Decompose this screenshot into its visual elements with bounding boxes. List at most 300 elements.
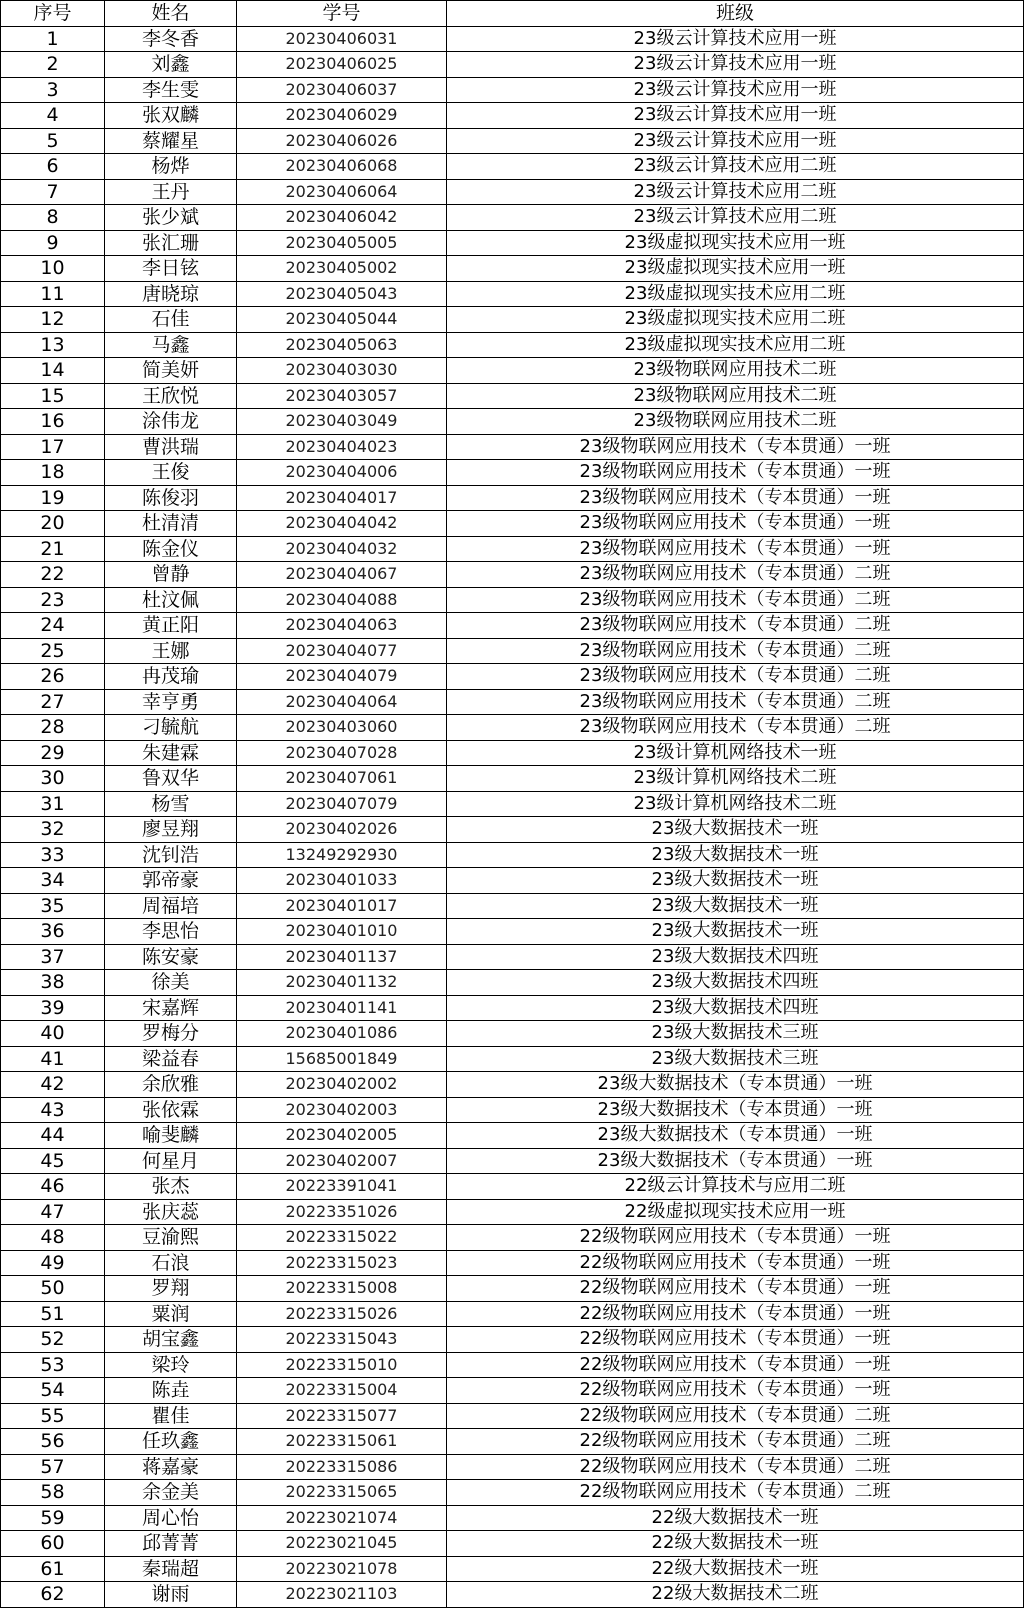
cell-class: 23级虚拟现实技术应用二班 xyxy=(447,332,1024,358)
cell-seq: 36 xyxy=(1,919,105,945)
cell-student-id: 20230404063 xyxy=(237,613,447,639)
cell-class: 23级大数据技术四班 xyxy=(447,944,1024,970)
cell-student-id: 20223315086 xyxy=(237,1454,447,1480)
table-row xyxy=(1,1301,1024,1327)
cell-class: 23级物联网应用技术（专本贯通）一班 xyxy=(447,536,1024,562)
cell-seq: 2 xyxy=(1,52,105,78)
cell-seq: 28 xyxy=(1,715,105,741)
cell-seq: 38 xyxy=(1,970,105,996)
cell-seq: 22 xyxy=(1,562,105,588)
cell-student-id: 20230406026 xyxy=(237,128,447,154)
table-row xyxy=(1,1327,1024,1353)
cell-seq: 27 xyxy=(1,689,105,715)
table-row xyxy=(1,1072,1024,1098)
cell-seq: 44 xyxy=(1,1123,105,1149)
table-row xyxy=(1,1174,1024,1200)
cell-class: 22级物联网应用技术（专本贯通）一班 xyxy=(447,1301,1024,1327)
cell-name: 李冬香 xyxy=(105,26,237,52)
table-row xyxy=(1,664,1024,690)
cell-class: 23级大数据技术一班 xyxy=(447,893,1024,919)
cell-name: 余金美 xyxy=(105,1480,237,1506)
cell-seq: 26 xyxy=(1,664,105,690)
cell-student-id: 20230401017 xyxy=(237,893,447,919)
cell-name: 石浪 xyxy=(105,1250,237,1276)
cell-seq: 39 xyxy=(1,995,105,1021)
table-row xyxy=(1,281,1024,307)
cell-class: 23级物联网应用技术（专本贯通）二班 xyxy=(447,689,1024,715)
cell-student-id: 20230401137 xyxy=(237,944,447,970)
table-row xyxy=(1,919,1024,945)
cell-name: 陈安豪 xyxy=(105,944,237,970)
cell-student-id: 20223315061 xyxy=(237,1429,447,1455)
cell-name: 张杰 xyxy=(105,1174,237,1200)
table-row xyxy=(1,613,1024,639)
cell-seq: 5 xyxy=(1,128,105,154)
cell-student-id: 20230407028 xyxy=(237,740,447,766)
cell-student-id: 20230401086 xyxy=(237,1021,447,1047)
cell-student-id: 20230402026 xyxy=(237,817,447,843)
cell-student-id: 20230404077 xyxy=(237,638,447,664)
cell-name: 宋嘉辉 xyxy=(105,995,237,1021)
cell-student-id: 20230406042 xyxy=(237,205,447,231)
cell-student-id: 20223315022 xyxy=(237,1225,447,1251)
cell-seq: 16 xyxy=(1,409,105,435)
cell-seq: 35 xyxy=(1,893,105,919)
cell-name: 涂伟龙 xyxy=(105,409,237,435)
cell-class: 23级计算机网络技术一班 xyxy=(447,740,1024,766)
cell-name: 邱菁菁 xyxy=(105,1531,237,1557)
cell-student-id: 13249292930 xyxy=(237,842,447,868)
cell-seq: 46 xyxy=(1,1174,105,1200)
cell-student-id: 20223315010 xyxy=(237,1352,447,1378)
cell-student-id: 20230406031 xyxy=(237,26,447,52)
cell-class: 23级大数据技术一班 xyxy=(447,919,1024,945)
cell-student-id: 20230405043 xyxy=(237,281,447,307)
cell-name: 罗梅分 xyxy=(105,1021,237,1047)
cell-name: 沈钊浩 xyxy=(105,842,237,868)
table-row xyxy=(1,562,1024,588)
cell-name: 黄正阳 xyxy=(105,613,237,639)
table-row xyxy=(1,1429,1024,1455)
cell-class: 23级大数据技术三班 xyxy=(447,1046,1024,1072)
cell-student-id: 20230407079 xyxy=(237,791,447,817)
cell-seq: 58 xyxy=(1,1480,105,1506)
cell-student-id: 20230401141 xyxy=(237,995,447,1021)
cell-seq: 25 xyxy=(1,638,105,664)
cell-seq: 51 xyxy=(1,1301,105,1327)
cell-name: 张汇珊 xyxy=(105,230,237,256)
table-row xyxy=(1,409,1024,435)
cell-seq: 41 xyxy=(1,1046,105,1072)
table-row xyxy=(1,460,1024,486)
cell-name: 罗翔 xyxy=(105,1276,237,1302)
cell-name: 豆渝熙 xyxy=(105,1225,237,1251)
cell-class: 23级物联网应用技术（专本贯通）二班 xyxy=(447,715,1024,741)
cell-class: 22级大数据技术一班 xyxy=(447,1531,1024,1557)
cell-seq: 60 xyxy=(1,1531,105,1557)
cell-name: 曾静 xyxy=(105,562,237,588)
cell-student-id: 20223315043 xyxy=(237,1327,447,1353)
cell-seq: 33 xyxy=(1,842,105,868)
cell-class: 23级物联网应用技术（专本贯通）一班 xyxy=(447,434,1024,460)
cell-seq: 21 xyxy=(1,536,105,562)
cell-student-id: 20223391041 xyxy=(237,1174,447,1200)
cell-student-id: 20230402005 xyxy=(237,1123,447,1149)
cell-student-id: 20230406025 xyxy=(237,52,447,78)
table-row xyxy=(1,1454,1024,1480)
table-row xyxy=(1,817,1024,843)
cell-seq: 43 xyxy=(1,1097,105,1123)
cell-name: 李生雯 xyxy=(105,77,237,103)
cell-seq: 31 xyxy=(1,791,105,817)
cell-class: 22级大数据技术一班 xyxy=(447,1505,1024,1531)
cell-seq: 34 xyxy=(1,868,105,894)
header-student-id: 学号 xyxy=(237,1,447,27)
cell-seq: 3 xyxy=(1,77,105,103)
cell-student-id: 20230404079 xyxy=(237,664,447,690)
cell-student-id: 20230403049 xyxy=(237,409,447,435)
table-row xyxy=(1,179,1024,205)
table-row xyxy=(1,1556,1024,1582)
cell-name: 刘鑫 xyxy=(105,52,237,78)
table-row xyxy=(1,383,1024,409)
cell-seq: 20 xyxy=(1,511,105,537)
cell-seq: 9 xyxy=(1,230,105,256)
cell-seq: 15 xyxy=(1,383,105,409)
table-row xyxy=(1,1097,1024,1123)
cell-seq: 49 xyxy=(1,1250,105,1276)
cell-student-id: 20223021074 xyxy=(237,1505,447,1531)
cell-student-id: 20230404017 xyxy=(237,485,447,511)
cell-class: 23级大数据技术一班 xyxy=(447,868,1024,894)
table-row xyxy=(1,1021,1024,1047)
cell-seq: 56 xyxy=(1,1429,105,1455)
cell-student-id: 20230403057 xyxy=(237,383,447,409)
cell-class: 22级大数据技术一班 xyxy=(447,1556,1024,1582)
cell-class: 23级虚拟现实技术应用二班 xyxy=(447,281,1024,307)
cell-student-id: 20223021103 xyxy=(237,1582,447,1608)
cell-name: 廖昱翔 xyxy=(105,817,237,843)
cell-seq: 8 xyxy=(1,205,105,231)
table-row xyxy=(1,715,1024,741)
table-row xyxy=(1,230,1024,256)
table-row xyxy=(1,77,1024,103)
cell-seq: 14 xyxy=(1,358,105,384)
cell-class: 23级大数据技术一班 xyxy=(447,817,1024,843)
cell-class: 23级物联网应用技术（专本贯通）一班 xyxy=(447,460,1024,486)
cell-name: 幸亨勇 xyxy=(105,689,237,715)
cell-class: 23级物联网应用技术二班 xyxy=(447,409,1024,435)
cell-name: 马鑫 xyxy=(105,332,237,358)
table-row xyxy=(1,842,1024,868)
cell-class: 23级虚拟现实技术应用一班 xyxy=(447,230,1024,256)
table-row xyxy=(1,128,1024,154)
cell-name: 鲁双华 xyxy=(105,766,237,792)
table-row xyxy=(1,868,1024,894)
table-row xyxy=(1,1199,1024,1225)
cell-name: 石佳 xyxy=(105,307,237,333)
cell-name: 杨烨 xyxy=(105,154,237,180)
cell-name: 简美妍 xyxy=(105,358,237,384)
cell-student-id: 20223315077 xyxy=(237,1403,447,1429)
cell-class: 23级物联网应用技术二班 xyxy=(447,358,1024,384)
cell-seq: 23 xyxy=(1,587,105,613)
cell-class: 23级物联网应用技术（专本贯通）二班 xyxy=(447,613,1024,639)
cell-name: 郭帝豪 xyxy=(105,868,237,894)
cell-name: 何星月 xyxy=(105,1148,237,1174)
table-row xyxy=(1,689,1024,715)
cell-class: 23级云计算技术应用一班 xyxy=(447,52,1024,78)
table-row xyxy=(1,358,1024,384)
cell-student-id: 20230402002 xyxy=(237,1072,447,1098)
cell-student-id: 20230404088 xyxy=(237,587,447,613)
cell-name: 徐美 xyxy=(105,970,237,996)
cell-seq: 50 xyxy=(1,1276,105,1302)
table-row xyxy=(1,740,1024,766)
table-row xyxy=(1,893,1024,919)
cell-seq: 57 xyxy=(1,1454,105,1480)
cell-class: 23级云计算技术应用二班 xyxy=(447,154,1024,180)
cell-class: 22级物联网应用技术（专本贯通）二班 xyxy=(447,1480,1024,1506)
table-row xyxy=(1,1225,1024,1251)
cell-class: 23级大数据技术一班 xyxy=(447,842,1024,868)
cell-student-id: 20230401033 xyxy=(237,868,447,894)
cell-student-id: 20223315026 xyxy=(237,1301,447,1327)
table-row xyxy=(1,26,1024,52)
cell-class: 23级物联网应用技术（专本贯通）二班 xyxy=(447,664,1024,690)
cell-student-id: 20230405044 xyxy=(237,307,447,333)
cell-class: 23级物联网应用技术二班 xyxy=(447,383,1024,409)
cell-name: 刁毓航 xyxy=(105,715,237,741)
table-row xyxy=(1,1403,1024,1429)
cell-name: 李日铉 xyxy=(105,256,237,282)
cell-name: 曹洪瑞 xyxy=(105,434,237,460)
table-row xyxy=(1,1250,1024,1276)
cell-student-id: 20230404064 xyxy=(237,689,447,715)
cell-student-id: 20230402007 xyxy=(237,1148,447,1174)
cell-name: 王丹 xyxy=(105,179,237,205)
cell-class: 23级物联网应用技术（专本贯通）一班 xyxy=(447,511,1024,537)
cell-student-id: 20223351026 xyxy=(237,1199,447,1225)
cell-name: 朱建霖 xyxy=(105,740,237,766)
cell-seq: 24 xyxy=(1,613,105,639)
cell-class: 23级计算机网络技术二班 xyxy=(447,766,1024,792)
cell-class: 23级大数据技术四班 xyxy=(447,995,1024,1021)
cell-name: 王欣悦 xyxy=(105,383,237,409)
cell-class: 23级大数据技术（专本贯通）一班 xyxy=(447,1148,1024,1174)
cell-class: 22级物联网应用技术（专本贯通）一班 xyxy=(447,1276,1024,1302)
cell-class: 23级物联网应用技术（专本贯通）二班 xyxy=(447,638,1024,664)
cell-class: 23级大数据技术（专本贯通）一班 xyxy=(447,1123,1024,1149)
cell-seq: 17 xyxy=(1,434,105,460)
table-header xyxy=(1,1,1024,27)
cell-seq: 18 xyxy=(1,460,105,486)
table-row xyxy=(1,1352,1024,1378)
header-seq: 序号 xyxy=(1,1,105,27)
cell-seq: 30 xyxy=(1,766,105,792)
cell-class: 23级云计算技术应用一班 xyxy=(447,103,1024,129)
table-row xyxy=(1,307,1024,333)
cell-seq: 40 xyxy=(1,1021,105,1047)
cell-class: 22级物联网应用技术（专本贯通）一班 xyxy=(447,1225,1024,1251)
cell-seq: 4 xyxy=(1,103,105,129)
table-row xyxy=(1,587,1024,613)
cell-seq: 61 xyxy=(1,1556,105,1582)
cell-student-id: 20230403060 xyxy=(237,715,447,741)
cell-class: 23级物联网应用技术（专本贯通）一班 xyxy=(447,485,1024,511)
cell-seq: 37 xyxy=(1,944,105,970)
cell-name: 陈垚 xyxy=(105,1378,237,1404)
cell-seq: 1 xyxy=(1,26,105,52)
cell-student-id: 20230404032 xyxy=(237,536,447,562)
header-class: 班级 xyxy=(447,1,1024,27)
cell-student-id: 20223021078 xyxy=(237,1556,447,1582)
cell-name: 王俊 xyxy=(105,460,237,486)
table-row xyxy=(1,970,1024,996)
table-row xyxy=(1,1123,1024,1149)
cell-name: 周心怡 xyxy=(105,1505,237,1531)
cell-name: 梁益春 xyxy=(105,1046,237,1072)
table-row xyxy=(1,1505,1024,1531)
cell-student-id: 20223315004 xyxy=(237,1378,447,1404)
table-row xyxy=(1,638,1024,664)
cell-name: 杨雪 xyxy=(105,791,237,817)
cell-name: 杜汶佩 xyxy=(105,587,237,613)
cell-class: 23级大数据技术三班 xyxy=(447,1021,1024,1047)
table-row xyxy=(1,485,1024,511)
cell-student-id: 20230404042 xyxy=(237,511,447,537)
cell-student-id: 20230402003 xyxy=(237,1097,447,1123)
cell-class: 23级大数据技术（专本贯通）一班 xyxy=(447,1097,1024,1123)
cell-student-id: 20230404006 xyxy=(237,460,447,486)
cell-student-id: 20223315023 xyxy=(237,1250,447,1276)
cell-name: 谢雨 xyxy=(105,1582,237,1608)
table-row xyxy=(1,1480,1024,1506)
cell-name: 蔡耀星 xyxy=(105,128,237,154)
cell-class: 23级虚拟现实技术应用一班 xyxy=(447,256,1024,282)
cell-student-id: 20230407061 xyxy=(237,766,447,792)
cell-class: 22级虚拟现实技术应用一班 xyxy=(447,1199,1024,1225)
cell-seq: 6 xyxy=(1,154,105,180)
header-name: 姓名 xyxy=(105,1,237,27)
table-row xyxy=(1,205,1024,231)
cell-student-id: 20223315065 xyxy=(237,1480,447,1506)
cell-seq: 11 xyxy=(1,281,105,307)
table-row xyxy=(1,332,1024,358)
cell-name: 张双麟 xyxy=(105,103,237,129)
cell-class: 23级云计算技术应用一班 xyxy=(447,77,1024,103)
table-row xyxy=(1,766,1024,792)
cell-class: 23级云计算技术应用二班 xyxy=(447,205,1024,231)
cell-class: 22级物联网应用技术（专本贯通）二班 xyxy=(447,1403,1024,1429)
table-row xyxy=(1,1148,1024,1174)
cell-name: 张庆蕊 xyxy=(105,1199,237,1225)
cell-name: 张少斌 xyxy=(105,205,237,231)
cell-name: 胡宝鑫 xyxy=(105,1327,237,1353)
cell-class: 22级大数据技术二班 xyxy=(447,1582,1024,1608)
cell-name: 陈金仪 xyxy=(105,536,237,562)
cell-name: 王娜 xyxy=(105,638,237,664)
cell-class: 23级物联网应用技术（专本贯通）二班 xyxy=(447,562,1024,588)
cell-seq: 29 xyxy=(1,740,105,766)
cell-class: 23级大数据技术四班 xyxy=(447,970,1024,996)
table-row xyxy=(1,256,1024,282)
cell-name: 任玖鑫 xyxy=(105,1429,237,1455)
cell-class: 23级云计算技术应用二班 xyxy=(447,179,1024,205)
cell-student-id: 20230401010 xyxy=(237,919,447,945)
cell-name: 冉茂瑜 xyxy=(105,664,237,690)
table-row xyxy=(1,103,1024,129)
cell-name: 梁玲 xyxy=(105,1352,237,1378)
cell-name: 蒋嘉豪 xyxy=(105,1454,237,1480)
cell-name: 周福培 xyxy=(105,893,237,919)
cell-seq: 7 xyxy=(1,179,105,205)
cell-student-id: 20230404067 xyxy=(237,562,447,588)
cell-seq: 52 xyxy=(1,1327,105,1353)
cell-class: 23级计算机网络技术二班 xyxy=(447,791,1024,817)
table-body xyxy=(1,26,1024,1607)
cell-seq: 12 xyxy=(1,307,105,333)
cell-seq: 54 xyxy=(1,1378,105,1404)
cell-class: 23级云计算技术应用一班 xyxy=(447,128,1024,154)
cell-class: 22级物联网应用技术（专本贯通）一班 xyxy=(447,1378,1024,1404)
table-row xyxy=(1,944,1024,970)
cell-seq: 53 xyxy=(1,1352,105,1378)
cell-seq: 45 xyxy=(1,1148,105,1174)
cell-seq: 59 xyxy=(1,1505,105,1531)
cell-seq: 13 xyxy=(1,332,105,358)
cell-class: 23级物联网应用技术（专本贯通）二班 xyxy=(447,587,1024,613)
cell-class: 22级物联网应用技术（专本贯通）二班 xyxy=(447,1429,1024,1455)
table-row xyxy=(1,1378,1024,1404)
cell-name: 杜清清 xyxy=(105,511,237,537)
cell-student-id: 20230401132 xyxy=(237,970,447,996)
table-row xyxy=(1,1276,1024,1302)
cell-seq: 55 xyxy=(1,1403,105,1429)
cell-student-id: 20223315008 xyxy=(237,1276,447,1302)
cell-class: 23级虚拟现实技术应用二班 xyxy=(447,307,1024,333)
cell-seq: 32 xyxy=(1,817,105,843)
cell-name: 粟润 xyxy=(105,1301,237,1327)
cell-class: 23级云计算技术应用一班 xyxy=(447,26,1024,52)
cell-name: 张依霖 xyxy=(105,1097,237,1123)
cell-student-id: 20230406029 xyxy=(237,103,447,129)
cell-name: 瞿佳 xyxy=(105,1403,237,1429)
cell-class: 22级物联网应用技术（专本贯通）二班 xyxy=(447,1454,1024,1480)
cell-student-id: 20230406068 xyxy=(237,154,447,180)
cell-seq: 10 xyxy=(1,256,105,282)
cell-class: 22级云计算技术与应用二班 xyxy=(447,1174,1024,1200)
cell-student-id: 20230405005 xyxy=(237,230,447,256)
cell-class: 22级物联网应用技术（专本贯通）一班 xyxy=(447,1327,1024,1353)
table-row xyxy=(1,434,1024,460)
header-row xyxy=(1,1,1024,27)
cell-student-id: 20230404023 xyxy=(237,434,447,460)
cell-name: 秦瑞超 xyxy=(105,1556,237,1582)
cell-name: 喻斐麟 xyxy=(105,1123,237,1149)
cell-seq: 42 xyxy=(1,1072,105,1098)
cell-seq: 62 xyxy=(1,1582,105,1608)
cell-name: 李思怡 xyxy=(105,919,237,945)
cell-name: 余欣雅 xyxy=(105,1072,237,1098)
cell-seq: 47 xyxy=(1,1199,105,1225)
table-row xyxy=(1,536,1024,562)
cell-student-id: 20230403030 xyxy=(237,358,447,384)
cell-seq: 48 xyxy=(1,1225,105,1251)
cell-name: 陈俊羽 xyxy=(105,485,237,511)
cell-student-id: 20230405063 xyxy=(237,332,447,358)
cell-student-id: 20230406037 xyxy=(237,77,447,103)
